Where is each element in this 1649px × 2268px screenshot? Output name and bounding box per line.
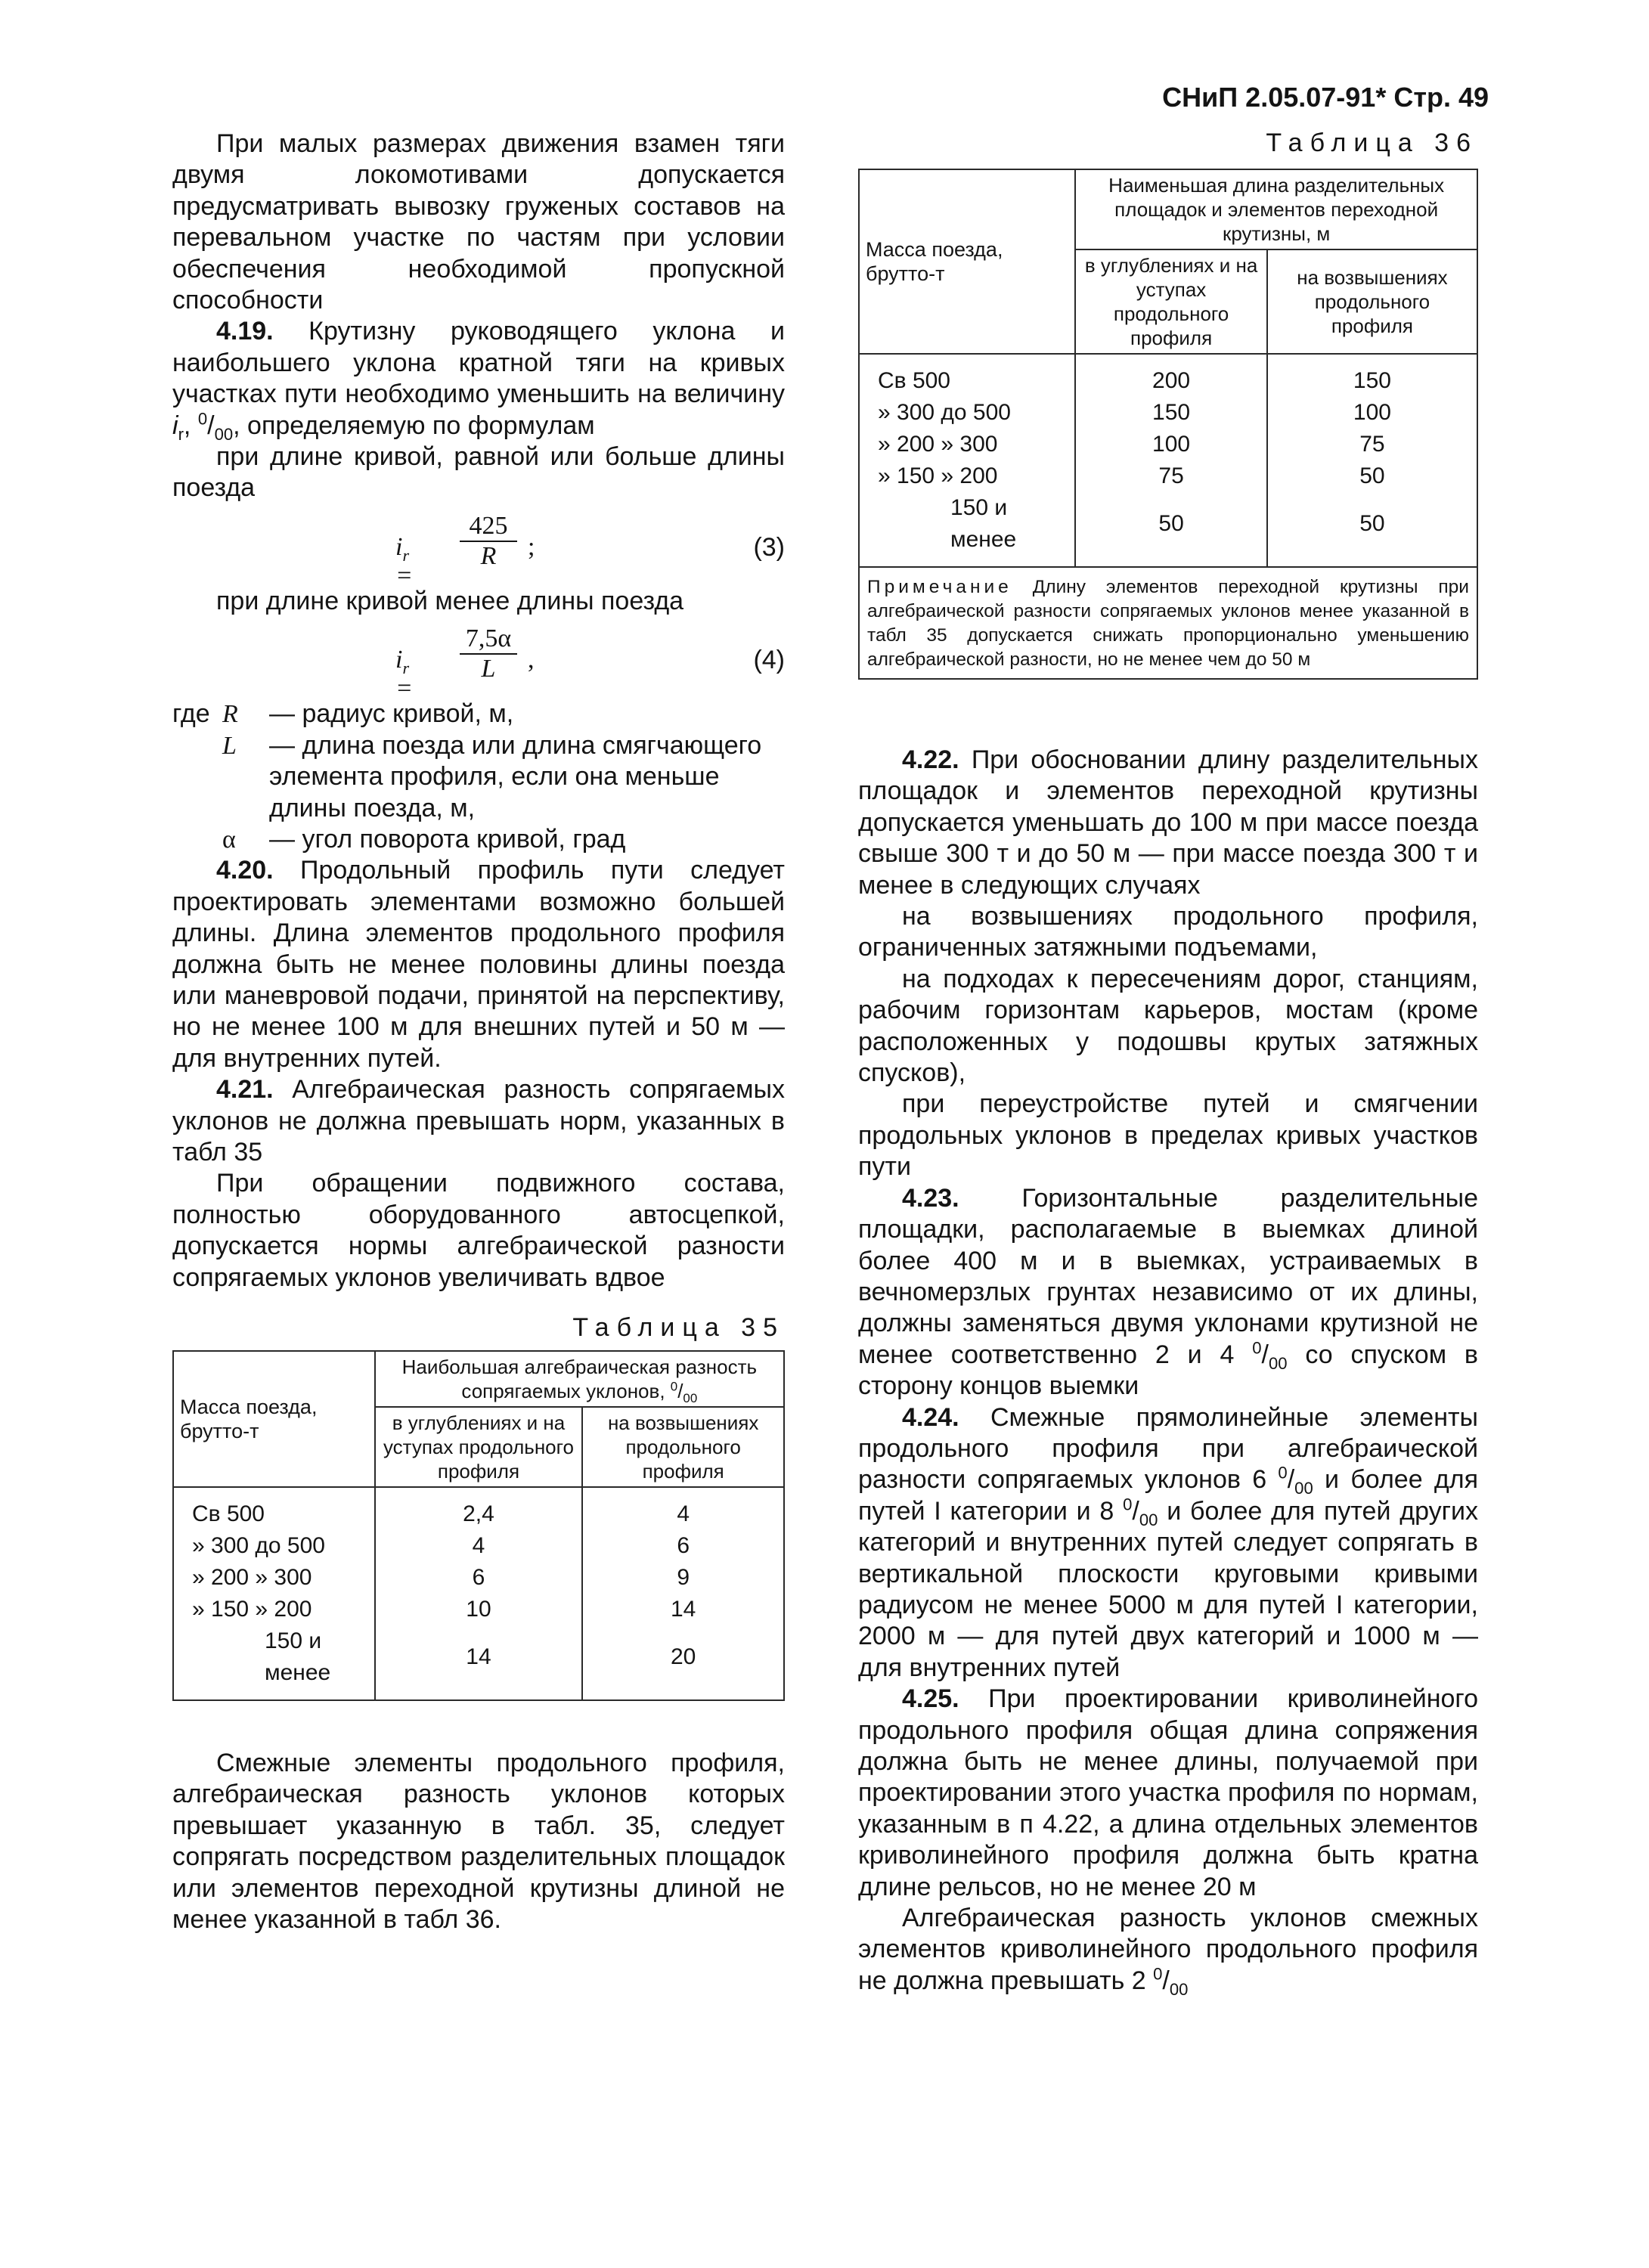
paragraph-4-21: 4.21. Алгебраическая разность сопрягаемых уклонов не должна превышать норм, указанных в табл 35 bbox=[172, 1075, 785, 1167]
table-36-note: Примечание Длину элементов переходной крутизны при алгебраической разности сопрягаемых уклонов менее указанной в табл 35 допускается снижать пропорционально уменьшению алгебраической разности, но не менее чем до 50 м bbox=[858, 568, 1478, 680]
paragraph-4-20: 4.20. Продольный профиль пути следует проектировать элементами возможно большей длины. Длина элементов продольного профиля должна быть не менее половины длины поезда или маневровой подачи, принятой на перспективу, но не менее 100 м для внешних путей и 50 м — для внутренних путей. bbox=[172, 856, 785, 1073]
case-item: на возвышениях продольного профиля, ограниченных затяжными подъемами, bbox=[858, 902, 1478, 962]
legend-item: где R — радиус кривой, м, bbox=[172, 699, 514, 729]
table-row: Св 500 200 150 bbox=[859, 354, 1477, 397]
clause-number: 4.22. bbox=[902, 745, 959, 774]
table-header-group: Наименьшая длина разделительных площадок и элементов переходной крутизны, м bbox=[1075, 169, 1477, 249]
table-row: 150 и менее 50 50 bbox=[859, 492, 1477, 567]
table-row: 150 и менее 14 20 bbox=[173, 1625, 784, 1700]
paragraph-formula-3-condition: при длине кривой, равной или больше длины поезда bbox=[172, 442, 785, 503]
paragraph-curvilinear-limit: Алгебраическая разность уклонов смежных элементов криволинейного продольного профиля не должна превышать 2 $^0/_{00}$ bbox=[858, 1904, 1478, 1999]
table-row: Св 500 2,4 4 bbox=[173, 1487, 784, 1530]
paragraph-4-24: 4.24. Смежные прямолинейные элементы продольного профиля при алгебраической разности сопрягаемых уклонов 6 $^0/_{00}$ и более для путей I категории и 8 $^0/_{00}$ и более для путей других категорий и внутренних путей следует сопрягать в вертикальной плоскости круговыми кривыми радиусом не менее 5000 м для путей I категории, 2000 м — для путей двух категорий и 1000 м — для внутренних путей bbox=[858, 1402, 1479, 1682]
paragraph-formula-4-condition: при длине кривой менее длины поезда bbox=[216, 586, 684, 615]
clause-number: 4.24. bbox=[902, 1402, 959, 1432]
table-header-elevations: на возвышениях продольного профиля bbox=[1267, 249, 1477, 354]
right-column-text bbox=[858, 745, 1478, 1997]
paragraph-multi-locomotive: При малых размерах движения взамен тяги двумя локомотивами допускается предусматривать вывозку груженых составов на перевальном участке по частям при условии обеспечения необходимой пропускной способности bbox=[172, 129, 785, 315]
legend-item: L — длина поезда или длина смягчающего элемента профиля, если она меньше длины поезда, м, bbox=[222, 730, 762, 823]
table-header-mass: Масса поезда, брутто-т bbox=[859, 169, 1075, 354]
formula-4: $i_r$ = 7,5α L , (4) bbox=[395, 624, 785, 703]
case-item: на подходах к пересечениям дорог, станциям, рабочим горизонтам карьеров, мостам (кроме расположенных у подошвы крутых затяжных спусков), bbox=[858, 964, 1478, 1088]
table-header-elevations: на возвышениях продольного профиля bbox=[582, 1407, 784, 1487]
case-item: при переустройстве путей и смягчении продольных уклонов в пределах кривых участков пути bbox=[858, 1089, 1478, 1182]
table-row: » 200 » 300 100 75 bbox=[859, 429, 1477, 460]
table-header-mass: Масса поезда, брутто-т bbox=[173, 1351, 375, 1487]
table-36-block bbox=[858, 129, 1478, 680]
table-35-caption: Таблица 35 bbox=[572, 1313, 785, 1342]
clause-number: 4.23. bbox=[902, 1183, 959, 1213]
table-row: » 150 » 200 10 14 bbox=[173, 1594, 784, 1625]
clause-number: 4.20. bbox=[216, 856, 274, 885]
paragraph-4-19: 4.19. Крутизну руководящего уклона и наибольшего уклона кратной тяги на кривых участках пути необходимо уменьшить на величину $i_r$, $^0/_{00}$, определяемую по формулам bbox=[172, 317, 785, 444]
clause-number: 4.21. bbox=[216, 1075, 274, 1105]
table-row: » 300 до 500 4 6 bbox=[173, 1530, 784, 1562]
table-row: » 200 » 300 6 9 bbox=[173, 1562, 784, 1594]
clause-number: 4.19. bbox=[216, 317, 274, 346]
formula-number: (3) bbox=[753, 532, 785, 562]
table-36 bbox=[858, 169, 1478, 568]
paragraph-adjacent-elements: Смежные элементы продольного профиля, алгебраическая разность уклонов которых превышает указанную в табл. 35, следует сопрягать посредством разделительных площадок или элементов переходной крутизны длиной не менее указанной в табл 36. bbox=[172, 1749, 785, 1935]
table-row: » 300 до 500 150 100 bbox=[859, 397, 1477, 429]
formula-number: (4) bbox=[753, 646, 785, 675]
table-header-group: Наибольшая алгебраическая разность сопрягаемых уклонов, $^0/_{00}$ bbox=[375, 1351, 784, 1407]
table-36-caption: Таблица 36 bbox=[1266, 129, 1478, 157]
paragraph-auto-coupling: При обращении подвижного состава, полностью оборудованного автосцепкой, допускается нормы алгебраической разности сопрягаемых уклонов увеличивать вдвое bbox=[172, 1169, 785, 1292]
formula-legend bbox=[172, 699, 785, 855]
paragraph-4-25: 4.25. При проектировании криволинейного продольного профиля общая длина сопряжения должна быть не менее длины, получаемой при проектировании этого участка профиля по нормам, указанным в п 4.22, а длина отдельных элементов криволинейного профиля должна быть кратна длине рельсов, но не менее 20 м bbox=[858, 1684, 1478, 1901]
clause-number: 4.25. bbox=[902, 1684, 959, 1714]
left-column bbox=[172, 129, 785, 1935]
formula-3: $i_r$ = 425 R ; (3) bbox=[395, 511, 785, 590]
table-header-cuts: в углублениях и на уступах продольного профиля bbox=[1075, 249, 1267, 354]
table-35 bbox=[172, 1350, 785, 1701]
paragraph-4-22: 4.22. При обосновании длину разделительных площадок и элементов переходной крутизны допускается уменьшать до 100 м при массе поезда свыше 300 т и до 50 м — при массе поезда 300 т и менее в следующих случаях bbox=[858, 745, 1478, 900]
table-row: » 150 » 200 75 50 bbox=[859, 460, 1477, 492]
running-header: СНиП 2.05.07-91* Стр. 49 bbox=[1162, 82, 1489, 113]
legend-item: α — угол поворота кривой, град bbox=[222, 824, 626, 854]
table-header-cuts: в углублениях и на уступах продольного профиля bbox=[375, 1407, 583, 1487]
paragraph-4-23: 4.23. Горизонтальные разделительные площадки, располагаемые в выемках длиной более 400 м и в выемках, устраиваемых в вечномерзлых грунтах независимо от их длины, должны заменяться двумя уклонами крутизной не менее соответственно 2 и 4 $^0/_{00}$ со спуском в сторону концов выемки bbox=[858, 1183, 1478, 1401]
